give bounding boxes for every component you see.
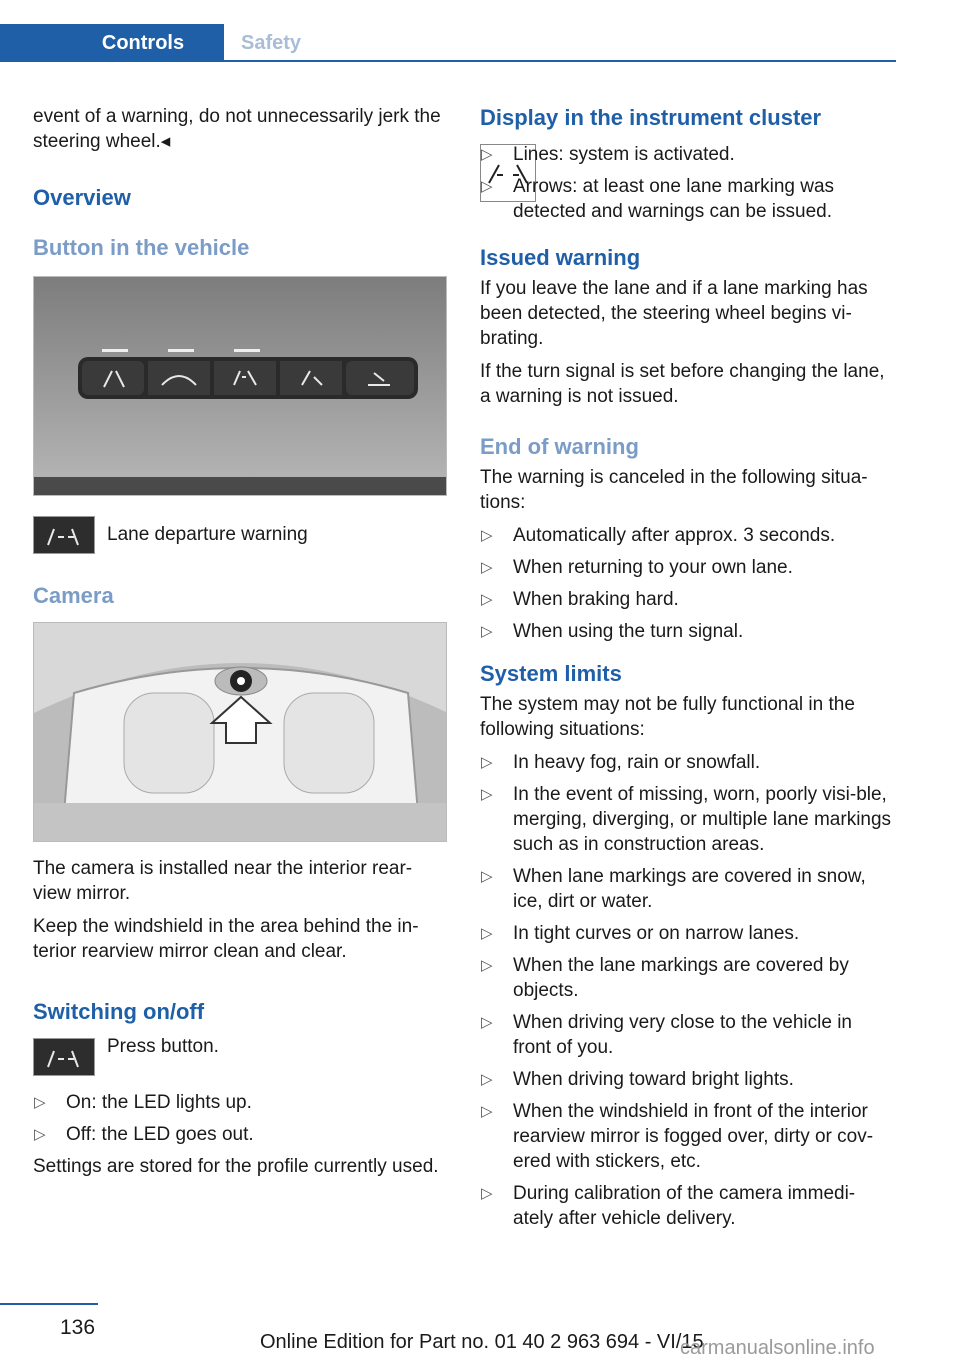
display-heading: Display in the instrument cluster <box>480 105 822 130</box>
settings-text: Settings are stored for the profile currently used. <box>33 1156 439 1177</box>
bullet-triangle-icon: ▷ <box>34 1094 46 1111</box>
list-item: ▷ On: the LED lights up. <box>34 1092 252 1113</box>
edition-text: Online Edition for Part no. 01 40 2 963 694 - VI/15 <box>260 1331 704 1353</box>
list-item: ▷ Arrows: at least one lane marking was detected and warnings can be issued. <box>481 176 835 222</box>
list-item: ▷ When driving very close to the vehicle in front of you. <box>481 1012 852 1058</box>
switching-heading: Switching on/off <box>33 999 205 1024</box>
bullet-triangle-icon: ▷ <box>481 591 493 608</box>
list-item: ▷ Automatically after approx. 3 seconds. <box>481 525 836 546</box>
issued-warning-heading: Issued warning <box>480 245 641 270</box>
system-limits-heading: System limits <box>480 661 622 686</box>
bullet-triangle-icon: ▷ <box>34 1126 46 1143</box>
bullet-triangle-icon: ▷ <box>481 1014 493 1031</box>
camera-heading: Camera <box>33 583 114 608</box>
camera-clean-text: Keep the windshield in the area behind the in-terior rearview mirror clean and clear. <box>33 916 419 962</box>
lane-departure-button-icon <box>33 1038 95 1076</box>
end-of-warning-list <box>480 523 894 644</box>
system-limits-text: The system may not be fully functional in the following situations: <box>480 694 855 740</box>
bullet-triangle-icon: ▷ <box>481 754 493 771</box>
bullet-triangle-icon: ▷ <box>481 1071 493 1088</box>
lane-departure-warning-icon <box>33 516 95 554</box>
camera-location-text: The camera is installed near the interior rear-view mirror. <box>33 858 413 904</box>
list-item: ▷ When driving toward bright lights. <box>481 1069 794 1090</box>
button-in-vehicle-heading: Button in the vehicle <box>33 235 250 260</box>
list-item: ▷ When lane markings are covered in snow, ice, dirt or water. <box>481 866 866 912</box>
right-column <box>480 104 894 1238</box>
list-item: ▷ When returning to your own lane. <box>481 557 793 578</box>
switching-caption-row <box>33 1034 447 1078</box>
lane-departure-warning-caption: Lane departure warning <box>107 524 308 545</box>
tab-safety[interactable]: Safety <box>240 32 302 54</box>
tab-controls[interactable]: Controls <box>0 24 224 62</box>
bullet-triangle-icon: ▷ <box>481 146 493 163</box>
press-button-caption: Press button. <box>107 1036 219 1057</box>
system-limits-list <box>480 750 894 1231</box>
bullet-triangle-icon: ▷ <box>481 786 493 803</box>
list-item: ▷ Lines: system is activated. <box>481 144 735 165</box>
list-item: ▷ When the lane markings are covered by objects. <box>481 955 849 1001</box>
overview-heading: Overview <box>33 185 131 210</box>
bullet-triangle-icon: ▷ <box>481 868 493 885</box>
bullet-triangle-icon: ▷ <box>481 925 493 942</box>
display-list <box>480 142 894 224</box>
bullet-triangle-icon: ▷ <box>481 957 493 974</box>
bullet-triangle-icon: ▷ <box>481 1103 493 1120</box>
bullet-triangle-icon: ▷ <box>481 623 493 640</box>
list-item: ▷ When using the turn signal. <box>481 621 744 642</box>
button-panel-photo <box>33 276 447 496</box>
intro-paragraph: event of a warning, do not unnecessarily jerk the steering wheel.◂ <box>33 106 441 152</box>
footer-rule <box>0 1303 98 1305</box>
issued-warning-text-1: If you leave the lane and if a lane marking has been detected, the steering wheel begins vi-brating. <box>480 278 868 349</box>
watermark-text: carmanualsonline.info <box>680 1337 875 1359</box>
left-column <box>33 104 447 1187</box>
list-item: ▷ In heavy fog, rain or snowfall. <box>481 752 761 773</box>
end-of-warning-heading: End of warning <box>480 434 639 459</box>
issued-warning-text-2: If the turn signal is set before changing the lane, a warning is not issued. <box>480 361 885 407</box>
switching-list <box>33 1090 447 1147</box>
chapter-tab-bar <box>0 24 896 62</box>
list-item: ▷ Off: the LED goes out. <box>34 1124 254 1145</box>
bullet-triangle-icon: ▷ <box>481 527 493 544</box>
bullet-triangle-icon: ▷ <box>481 1185 493 1202</box>
display-row <box>480 142 894 224</box>
list-item: ▷ In tight curves or on narrow lanes. <box>481 923 800 944</box>
windshield-camera-photo <box>33 622 447 842</box>
list-item: ▷ During calibration of the camera immedi-ately after vehicle delivery. <box>481 1183 856 1229</box>
list-item: ▷ When the windshield in front of the interior rearview mirror is fogged over, dirty or cov-ered with stickers, etc. <box>481 1101 874 1172</box>
page-number: 136 <box>60 1316 96 1339</box>
end-of-warning-text: The warning is canceled in the following situa-tions: <box>480 467 868 513</box>
list-item: ▷ In the event of missing, worn, poorly visi-ble, merging, diverging, or multiple lane markings such as in construction areas. <box>481 784 892 855</box>
bullet-triangle-icon: ▷ <box>481 559 493 576</box>
bullet-triangle-icon: ▷ <box>481 178 493 195</box>
list-item: ▷ When braking hard. <box>481 589 679 610</box>
button-caption-row <box>33 514 447 558</box>
